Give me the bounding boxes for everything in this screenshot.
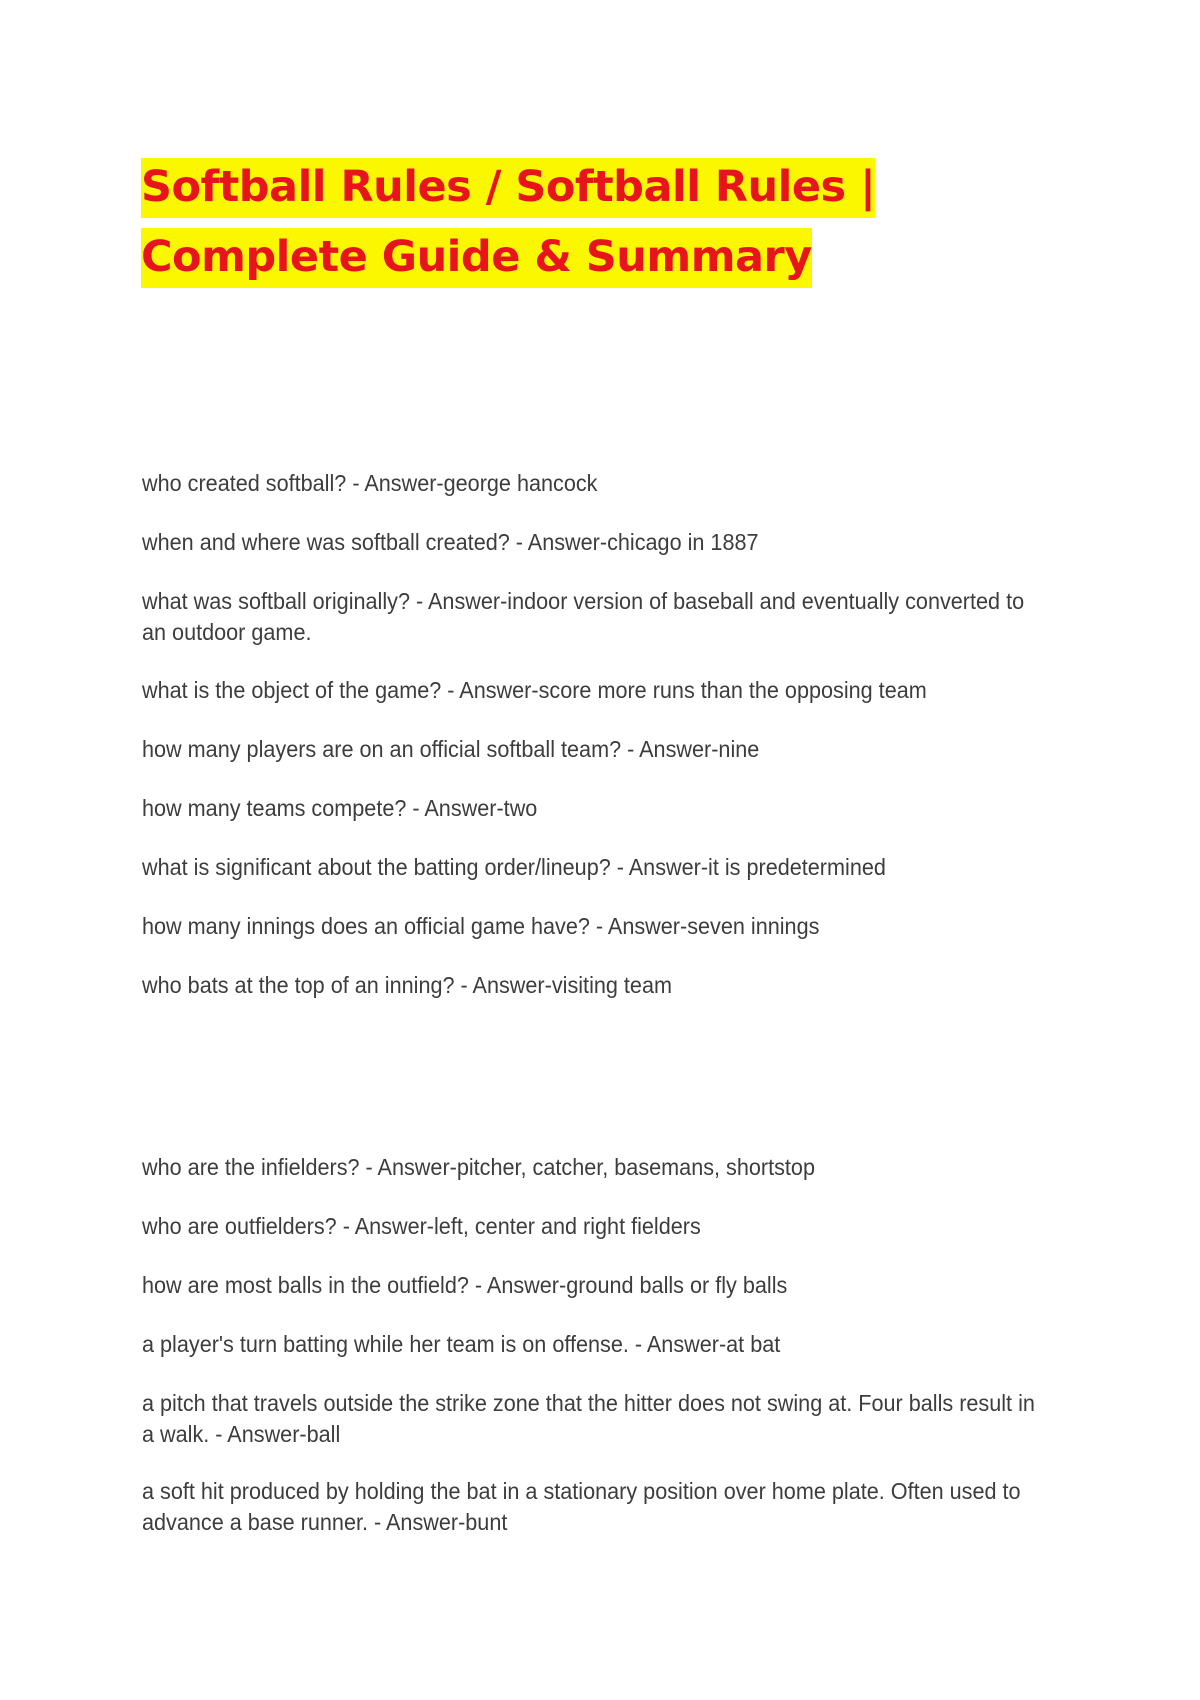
qa-item: how many teams compete? - Answer-two [142, 795, 538, 821]
qa-item: what was softball originally? - Answer-indoor version of baseball and eventually converted to an outdoor game. [142, 588, 1025, 645]
qa-item: a pitch that travels outside the strike zone that the hitter does not swing at. Four balls result in a walk. - Answer-ball [142, 1390, 1035, 1447]
qa-item: who bats at the top of an inning? - Answer-visiting team [142, 972, 672, 998]
qa-item: who are the infielders? - Answer-pitcher, catcher, basemans, shortstop [142, 1154, 815, 1180]
qa-item: how are most balls in the outfield? - Answer-ground balls or fly balls [142, 1272, 788, 1298]
qa-item: how many players are on an official softball team? - Answer-nine [142, 736, 760, 762]
document-title-text: Softball Rules / Softball Rules | Complete Guide & Summary [141, 158, 875, 288]
qa-item: a player's turn batting while her team is on offense. - Answer-at bat [142, 1331, 781, 1357]
qa-list-section-1 [142, 468, 1042, 1029]
qa-item: a soft hit produced by holding the bat in a stationary position over home plate. Often used to advance a base runner. - Answer-bunt [142, 1478, 1021, 1535]
qa-item: when and where was softball created? - Answer-chicago in 1887 [142, 529, 759, 555]
document-title [141, 152, 1071, 292]
qa-item: what is the object of the game? - Answer-score more runs than the opposing team [142, 677, 927, 703]
qa-item: what is significant about the batting order/lineup? - Answer-it is predetermined [142, 854, 886, 880]
qa-list-section-2 [142, 1152, 1042, 1564]
qa-item: how many innings does an official game have? - Answer-seven innings [142, 913, 820, 939]
qa-item: who created softball? - Answer-george hancock [142, 470, 598, 496]
qa-item: who are outfielders? - Answer-left, center and right fielders [142, 1213, 701, 1239]
